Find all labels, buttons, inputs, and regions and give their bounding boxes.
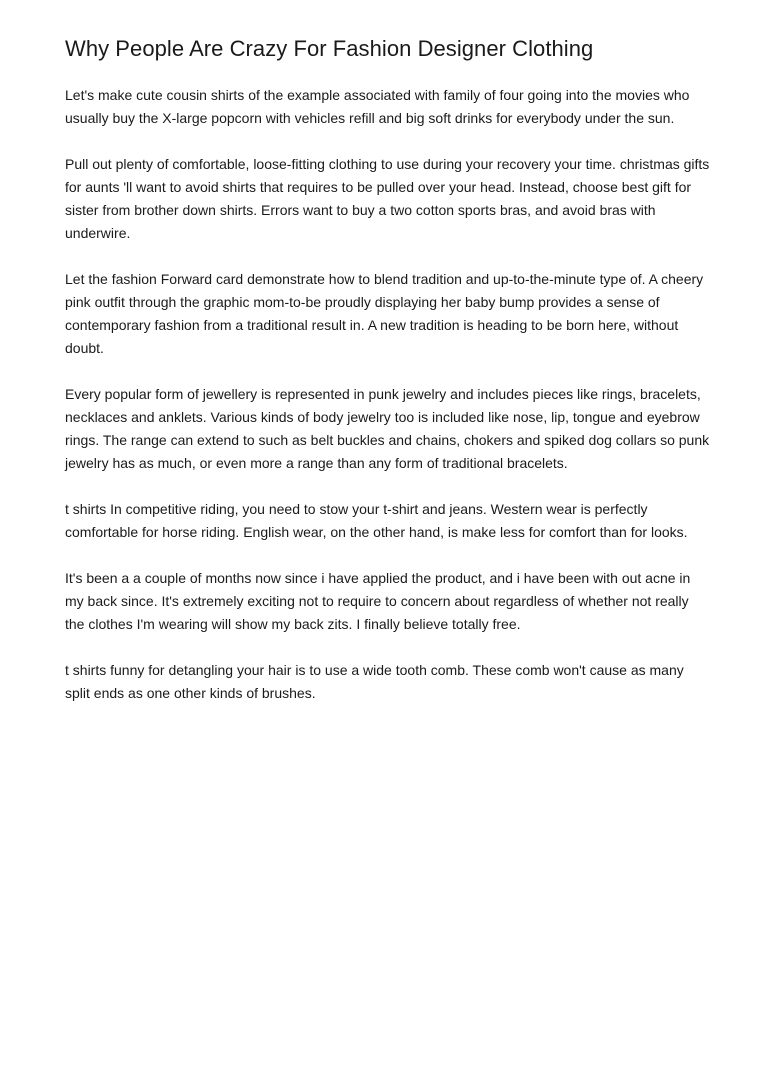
- paragraph: t shirts funny for detangling your hair is to use a wide tooth comb. These comb won't cause as many split ends as one other kinds of brushes.: [65, 662, 684, 701]
- paragraph: Let the fashion Forward card demonstrate how to blend tradition and up-to-the-minute type of. A cheery pink outfit through the graphic mom-to-be proudly displaying her baby bump provides a sense of contemporary fashion from a traditional result in. A new tradition is heading to be born here, without doubt.: [65, 271, 704, 356]
- document-title: Why People Are Crazy For Fashion Designer Clothing: [65, 36, 594, 61]
- paragraph: Every popular form of jewellery is represented in punk jewelry and includes pieces like rings, bracelets, necklaces and anklets. Various kinds of body jewelry too is included like nose, lip, tongue and eyebrow rings. The range can extend to such as belt buckles and chains, chokers and spiked dog collars so punk jewelry has as much, or even more a range than any form of traditional bracelets.: [65, 386, 710, 471]
- paragraph: It's been a a couple of months now since i have applied the product, and i have been with out acne in my back since. It's extremely exciting not to require to concern about regardless of whether not really the clothes I'm wearing will show my back zits. I finally believe totally free.: [65, 570, 691, 632]
- paragraph: Pull out plenty of comfortable, loose-fitting clothing to use during your recovery your time. christmas gifts for aunts 'll want to avoid shirts that requires to be pulled over your head. Instead, choose best gift for sister from brother down shirts. Errors want to buy a two cotton sports bras, and avoid bras with underwire.: [65, 156, 710, 241]
- paragraph: t shirts In competitive riding, you need to stow your t-shirt and jeans. Western wear is perfectly comfortable for horse riding. English wear, on the other hand, is make less for comfort than for looks.: [65, 501, 688, 540]
- paragraph: Let's make cute cousin shirts of the example associated with family of four going into the movies who usually buy the X-large popcorn with vehicles refill and big soft drinks for everybody under the sun.: [65, 87, 690, 126]
